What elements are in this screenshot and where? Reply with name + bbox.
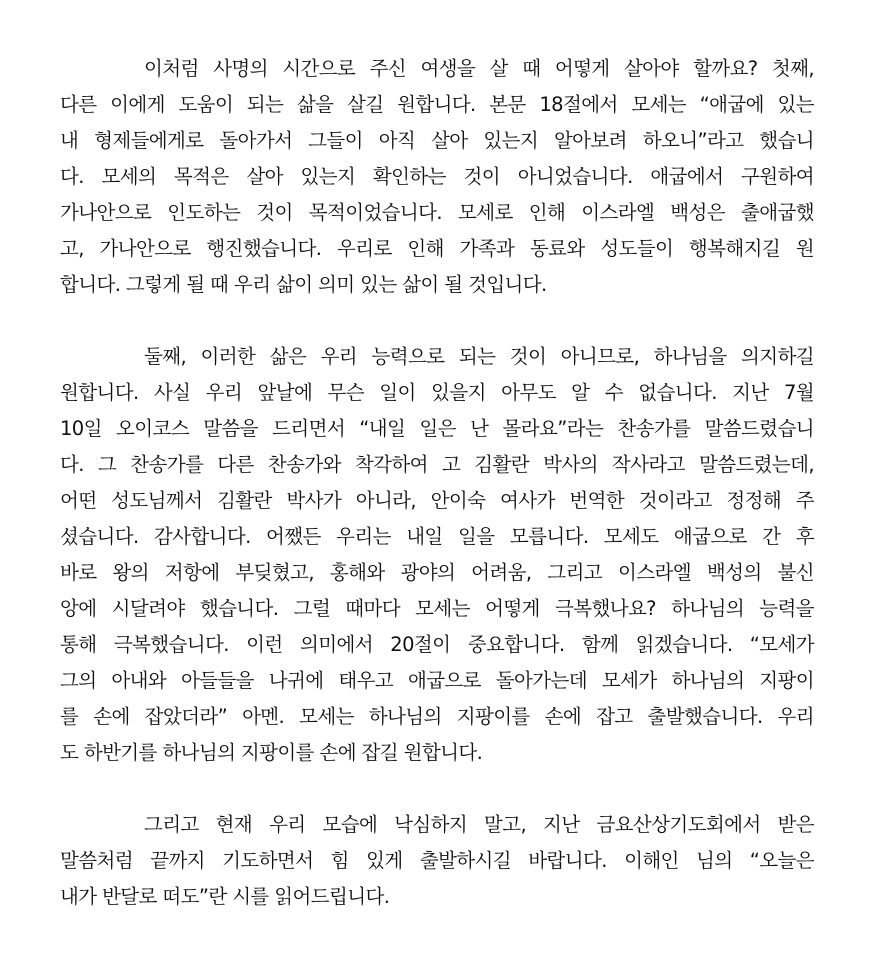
text-line: 어떤 성도님께서 김활란 박사가 아니라, 안이숙 여사가 번역한 것이라고 정정해 주	[60, 489, 814, 512]
text-line: 가나안으로 인도하는 것이 목적이었습니다. 모세로 인해 이스라엘 백성은 출애굽했	[60, 201, 814, 224]
text-line: 를 손에 잡았더라” 아멘. 모세는 하나님의 지팡이를 손에 잡고 출발했습니다. 우리	[60, 705, 814, 728]
text-line: 말씀처럼 끝까지 기도하면서 힘 있게 출발하시길 바랍니다. 이해인 님의 “오늘은	[60, 849, 814, 872]
text-line: 도 하반기를 하나님의 지팡이를 손에 잡길 원합니다.	[60, 741, 483, 764]
text-line: 둘째, 이러한 삶은 우리 능력으로 되는 것이 아니므로, 하나님을 의지하길	[144, 345, 814, 368]
text-line: 다. 그 찬송가를 다른 찬송가와 착각하여 고 김활란 박사의 작사라고 말씀드렸는데,	[60, 453, 814, 476]
text-line: 합니다. 그렇게 될 때 우리 삶이 의미 있는 삶이 될 것입니다.	[60, 273, 547, 296]
text-line: 고, 가나안으로 행진했습니다. 우리로 인해 가족과 동료와 성도들이 행복해지길 원	[60, 237, 814, 260]
text-line: 10일 오이코스 말씀을 드리면서 “내일 일은 난 몰라요”라는 찬송가를 말씀드렸습니	[60, 417, 814, 440]
text-line: 그의 아내와 아들들을 나귀에 태우고 애굽으로 돌아가는데 모세가 하나님의 지팡이	[60, 669, 814, 692]
text-line: 다른 이에게 도움이 되는 삶을 살길 원합니다. 본문 18절에서 모세는 “애굽에 있는	[60, 93, 814, 116]
text-line: 앙에 시달려야 했습니다. 그럴 때마다 모세는 어떻게 극복했나요? 하나님의 능력을	[60, 597, 814, 620]
text-line: 바로 왕의 저항에 부딪혔고, 홍해와 광야의 어려움, 그리고 이스라엘 백성의 불신	[60, 561, 814, 584]
text-line: 원합니다. 사실 우리 앞날에 무슨 일이 있을지 아무도 알 수 없습니다. 지난 7월	[60, 381, 814, 404]
text-line: 내 형제들에게로 돌아가서 그들이 아직 살아 있는지 알아보려 하오니”라고 했습니	[60, 129, 814, 152]
text-line: 셨습니다. 감사합니다. 어쨌든 우리는 내일 일을 모릅니다. 모세도 애굽으로 간 후	[60, 525, 814, 548]
text-line: 내가 반달로 떠도”란 시를 읽어드립니다.	[60, 885, 390, 908]
text-line: 다. 모세의 목적은 살아 있는지 확인하는 것이 아니었습니다. 애굽에서 구원하여	[60, 165, 814, 188]
text-line: 통해 극복했습니다. 이런 의미에서 20절이 중요합니다. 함께 읽겠습니다. “모세가	[60, 633, 814, 656]
text-line: 이처럼 사명의 시간으로 주신 여생을 살 때 어떻게 살아야 할까요? 첫째,	[144, 57, 814, 80]
text-line: 그리고 현재 우리 모습에 낙심하지 말고, 지난 금요산상기도회에서 받은	[144, 813, 814, 836]
